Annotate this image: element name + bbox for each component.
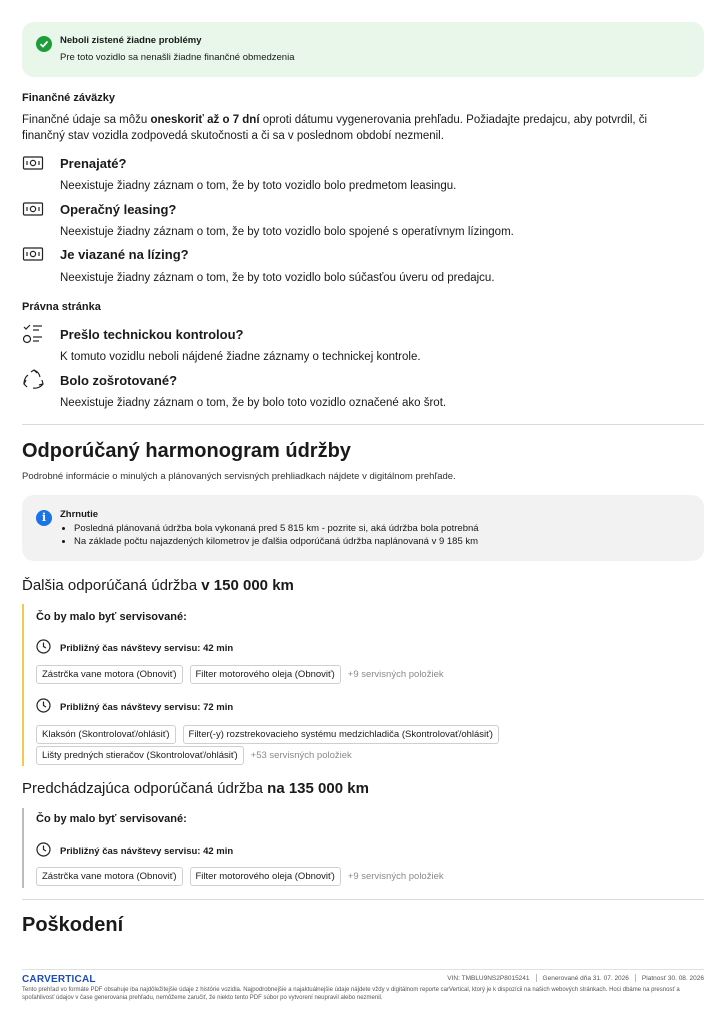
money-icon [22, 155, 44, 171]
service-chip: Filter(-y) rozstrekovacieho systému medzichladiča (Skontrolovať/ohlásiť) [183, 725, 499, 744]
money-icon [22, 246, 44, 262]
prev-maintenance-title [22, 780, 369, 797]
more-items: +53 servisných položiek [250, 750, 352, 761]
intro-text: Finančné údaje sa môžu [22, 114, 151, 126]
prev-km: na 135 000 km [267, 780, 369, 797]
check-circle-icon [36, 36, 52, 52]
service-question: Čo by malo byť servisované: [36, 611, 187, 623]
service-chip: Filter motorového oleja (Obnoviť) [190, 867, 341, 886]
maintenance-subtitle: Podrobné informácie o minulých a plánovaných servisných prehliadkach nájdete v digitálnom prehľade. [22, 471, 456, 482]
financial-intro [22, 112, 712, 144]
footer-meta [447, 974, 704, 982]
money-icon [22, 201, 44, 217]
more-items: +9 servisných položiek [347, 669, 444, 680]
clock-icon [36, 842, 51, 857]
summary-alert [22, 495, 704, 561]
accent-bar [22, 604, 24, 766]
status-alert [22, 22, 704, 77]
legal-item-desc: Neexistuje žiadny záznam o tom, že by bolo toto vozidlo označené ako šrot. [60, 397, 447, 409]
service-chips [36, 665, 444, 684]
next-maintenance-title [22, 577, 294, 594]
service-chip: Klaksón (Skontrolovať/ohlásiť) [36, 725, 176, 744]
service-chip: Zástrčka vane motora (Obnoviť) [36, 867, 183, 886]
maintenance-heading: Odporúčaný harmonogram údržby [22, 440, 351, 462]
prev-label: Predchádzajúca odporúčaná údržba [22, 780, 268, 797]
service-chips [36, 867, 444, 886]
divider [22, 899, 704, 900]
divider [22, 424, 704, 425]
damage-heading: Poškodení [22, 914, 124, 936]
legal-item-title: Prešlo technickou kontrolou? [60, 327, 244, 342]
recycle-icon [22, 368, 46, 392]
info-icon: i [36, 510, 52, 526]
summary-list [60, 522, 479, 548]
service-chip: Zástrčka vane motora (Obnoviť) [36, 665, 183, 684]
legal-item-title: Bolo zošrotované? [60, 373, 178, 388]
intro-bold: oneskoriť až o 7 dní [150, 114, 260, 126]
status-alert-text: Pre toto vozidlo sa nenašli žiadne finančné obmedzenia [60, 52, 295, 63]
financial-item-desc: Neexistuje žiadny záznam o tom, že by toto vozidlo bolo predmetom leasingu. [60, 180, 457, 192]
service-question: Čo by malo byť servisované: [36, 813, 187, 825]
valid-date: Platnosť 30. 08. 2026 [641, 974, 704, 982]
brand-logo: CARVERTICAL [22, 974, 96, 985]
accent-bar [22, 808, 24, 888]
intro-text-after: oproti dátumu vygenerovania prehľadu. Požiadajte predajcu, aby potvrdil, či [259, 114, 648, 126]
next-km: v 150 000 km [201, 577, 294, 594]
financial-item-title: Prenajaté? [60, 156, 127, 171]
visit-time: Približný čas návštevy servisu: 72 min [60, 702, 234, 713]
clock-icon [36, 698, 51, 713]
summary-title: Zhrnutie [60, 509, 98, 520]
summary-item: • Na základe počtu najazdených kilometrov je ďalšia odporúčaná údržba naplánovaná v 9 185 km [74, 535, 479, 548]
financial-heading: Finančné záväzky [22, 92, 115, 104]
status-alert-title: Neboli zistené žiadne problémy [60, 35, 202, 46]
next-label: Ďalšia odporúčaná údržba [22, 577, 202, 594]
financial-item-title: Je viazané na lízing? [60, 247, 189, 262]
service-chips [36, 746, 352, 765]
financial-item-title: Operačný leasing? [60, 202, 177, 217]
legal-heading: Právna stránka [22, 301, 101, 313]
financial-item-desc: Neexistuje žiadny záznam o tom, že by toto vozidlo bolo spojené s operatívnym lízingom. [60, 226, 514, 238]
intro-line2: finančný stav vozidla zodpovedá skutočnosti a či sa v poslednom období nezmenil. [22, 130, 444, 142]
legal-item-desc: K tomuto vozidlu neboli nájdené žiadne záznamy o technickej kontrole. [60, 351, 421, 363]
summary-item: • Posledná plánovaná údržba bola vykonaná pred 5 815 km - pozrite si, aká údržba bola potrebná [74, 522, 479, 535]
footer-disclaimer: Tento prehľad vo formáte PDF obsahuje iba najdôležitejšie údaje z histórie vozidla. Najpodrobnejšie a najaktuálnejšie údaje nájdete vždy v digitálnom reporte carVertical, ktorý je k dispozícii na našich webových stránkach. Hoci dbáme na presnosť a spoľahlivosť údajov v čase generovania prehľadu, nemôžeme zaručiť, že niekto tento PDF súbor po vytvorení neupravil alebo nezmenil. [22, 987, 680, 1001]
checklist-icon [22, 323, 46, 345]
service-chip: Lišty predných stieračov (Skontrolovať/ohlásiť) [36, 746, 244, 765]
visit-time: Približný čas návštevy servisu: 42 min [60, 846, 234, 857]
clock-icon [36, 639, 51, 654]
footer-divider [22, 969, 704, 970]
service-chips [36, 725, 499, 744]
visit-time: Približný čas návštevy servisu: 42 min [60, 643, 234, 654]
service-chip: Filter motorového oleja (Obnoviť) [190, 665, 341, 684]
vin-number: VIN: TMBLU9NS2P8015241 [447, 974, 530, 982]
more-items: +9 servisných položiek [347, 871, 444, 882]
generated-date: Generované dňa 31. 07. 2026 [542, 974, 629, 982]
financial-item-desc: Neexistuje žiadny záznam o tom, že by toto vozidlo bolo súčasťou úveru od predajcu. [60, 272, 495, 284]
